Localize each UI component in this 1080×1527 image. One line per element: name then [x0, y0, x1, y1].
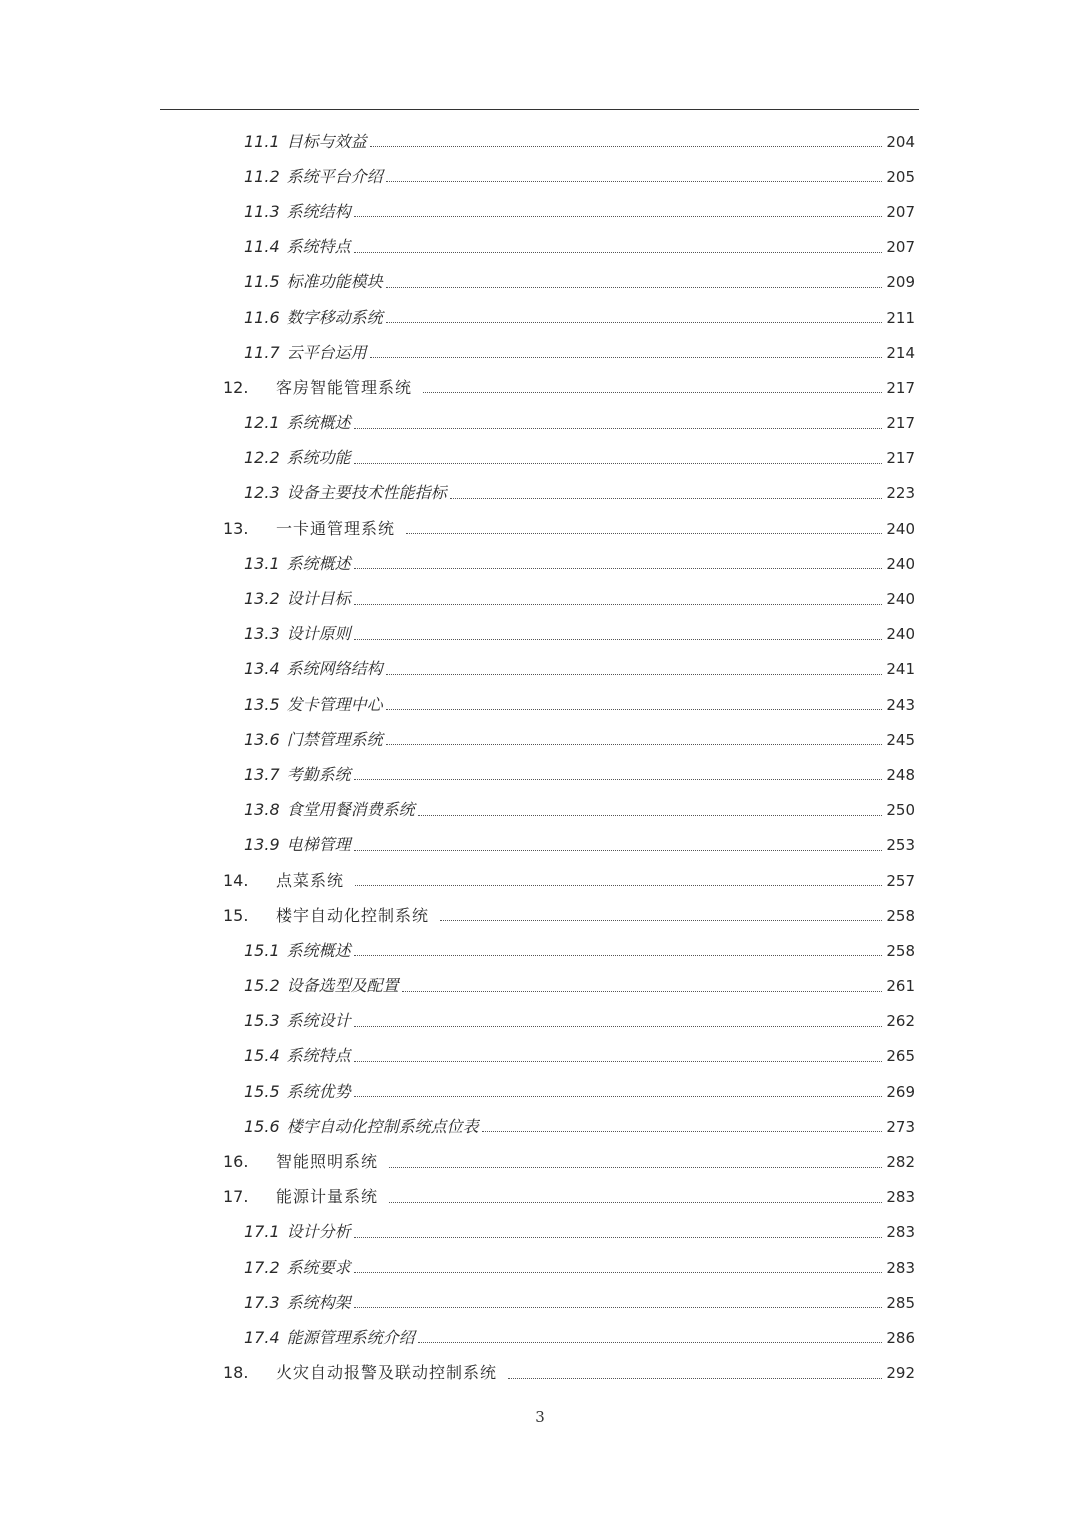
toc-section-entry[interactable]: [0, 757, 1080, 792]
toc-entry-page: 207: [886, 238, 915, 257]
toc-dot-leader: [354, 568, 882, 569]
toc-dot-leader: [386, 674, 882, 675]
toc-entry-number: 11.7: [244, 342, 280, 362]
toc-dot-leader: [402, 991, 882, 992]
toc-entry-number: 13.9: [244, 835, 280, 855]
toc-entry-title: 设计分析: [286, 1222, 351, 1242]
toc-entry-number: 12.3: [244, 483, 280, 503]
toc-section-entry[interactable]: [0, 546, 1080, 581]
toc-entry-title: 楼宇自动化控制系统点位表: [286, 1116, 479, 1136]
toc-entry-title: 一卡通管理系统: [276, 518, 396, 538]
toc-entry-title: 系统概述: [286, 553, 351, 573]
toc-entry-title: 系统功能: [286, 448, 351, 468]
toc-dot-leader: [355, 885, 882, 886]
toc-entry-page: 217: [886, 449, 915, 468]
toc-entry-number: 17.2: [244, 1257, 280, 1277]
toc-entry-number: 15.5: [244, 1081, 280, 1101]
toc-chapter-entry[interactable]: [0, 1144, 1080, 1179]
toc-dot-leader: [354, 955, 882, 956]
toc-section-entry[interactable]: [0, 476, 1080, 511]
toc-dot-leader: [386, 709, 882, 710]
toc-entry-number: 15.6: [244, 1116, 280, 1136]
toc-dot-leader: [386, 181, 882, 182]
toc-section-entry[interactable]: [0, 1250, 1080, 1285]
toc-entry-number: 11.3: [244, 201, 280, 221]
toc-dot-leader: [354, 779, 882, 780]
toc-section-entry[interactable]: [0, 335, 1080, 370]
toc-entry-number: 17.3: [244, 1292, 280, 1312]
toc-entry-number: 12.: [223, 377, 249, 397]
toc-dot-leader: [354, 1237, 882, 1238]
toc-entry-page: 205: [886, 167, 915, 186]
page-number: 3: [535, 1408, 545, 1426]
toc-entry-title: 考勤系统: [286, 764, 351, 784]
toc-entry-number: 14.: [223, 870, 249, 890]
toc-section-entry[interactable]: [0, 687, 1080, 722]
toc-dot-leader: [386, 744, 882, 745]
toc-section-entry[interactable]: [0, 828, 1080, 863]
toc-dot-leader: [386, 287, 882, 288]
toc-entry-number: 13.: [223, 518, 249, 538]
toc-entry-page: 282: [886, 1153, 915, 1172]
toc-dot-leader: [370, 357, 882, 358]
toc-entry-title: 系统结构: [286, 201, 351, 221]
toc-dot-leader: [406, 533, 882, 534]
toc-entry-number: 17.1: [244, 1222, 280, 1242]
toc-entry-title: 设计原则: [286, 624, 351, 644]
toc-entry-page: 240: [886, 590, 915, 609]
toc-dot-leader: [440, 920, 882, 921]
toc-entry-page: 248: [886, 765, 915, 784]
toc-entry-title: 设备主要技术性能指标: [286, 483, 447, 503]
toc-entry-number: 17.4: [244, 1327, 280, 1347]
toc-entry-title: 系统构架: [286, 1292, 351, 1312]
toc-entry-number: 11.4: [244, 237, 280, 257]
toc-dot-leader: [389, 1202, 882, 1203]
toc-entry-title: 食堂用餐消费系统: [286, 800, 415, 820]
toc-entry-number: 13.3: [244, 624, 280, 644]
toc-section-entry[interactable]: [0, 581, 1080, 616]
toc-chapter-entry[interactable]: [0, 1356, 1080, 1391]
toc-entry-title: 楼宇自动化控制系统: [276, 905, 430, 925]
toc-entry-page: 204: [886, 132, 915, 151]
toc-chapter-entry[interactable]: [0, 863, 1080, 898]
toc-entry-title: 系统概述: [286, 940, 351, 960]
toc-entry-page: 283: [886, 1188, 915, 1207]
toc-dot-leader: [354, 216, 882, 217]
toc-entry-page: 217: [886, 414, 915, 433]
toc-entry-number: 13.6: [244, 729, 280, 749]
toc-entry-number: 13.8: [244, 800, 280, 820]
toc-entry-page: 258: [886, 941, 915, 960]
toc-entry-page: 223: [886, 484, 915, 503]
toc-entry-title: 设备选型及配置: [286, 976, 399, 996]
toc-section-entry[interactable]: [0, 933, 1080, 968]
toc-entry-number: 15.4: [244, 1046, 280, 1066]
toc-section-entry[interactable]: [0, 159, 1080, 194]
toc-entry-page: 243: [886, 695, 915, 714]
toc-entry-title: 系统概述: [286, 413, 351, 433]
toc-section-entry[interactable]: [0, 1109, 1080, 1144]
toc-entry-title: 能源管理系统介绍: [286, 1327, 415, 1347]
toc-section-entry[interactable]: [0, 406, 1080, 441]
toc-section-entry[interactable]: [0, 265, 1080, 300]
toc-entry-page: 262: [886, 1012, 915, 1031]
toc-entry-number: 11.1: [244, 131, 280, 151]
toc-entry-page: 283: [886, 1258, 915, 1277]
toc-entry-title: 系统设计: [286, 1011, 351, 1031]
toc-entry-title: 电梯管理: [286, 835, 351, 855]
toc-chapter-entry[interactable]: [0, 511, 1080, 546]
toc-entry-title: 系统平台介绍: [286, 166, 383, 186]
toc-dot-leader: [354, 428, 882, 429]
toc-entry-number: 13.7: [244, 764, 280, 784]
toc-entry-page: 258: [886, 906, 915, 925]
toc-entry-page: 265: [886, 1047, 915, 1066]
toc-entry-page: 211: [886, 308, 915, 327]
toc-entry-title: 设计目标: [286, 589, 351, 609]
toc-entry-page: 240: [886, 519, 915, 538]
toc-entry-number: 11.6: [244, 307, 280, 327]
toc-chapter-entry[interactable]: [0, 370, 1080, 405]
toc-dot-leader: [386, 322, 882, 323]
toc-dot-leader: [450, 498, 882, 499]
toc-section-entry[interactable]: [0, 1320, 1080, 1355]
toc-entry-number: 13.2: [244, 589, 280, 609]
toc-entry-title: 系统网络结构: [286, 659, 383, 679]
toc-dot-leader: [354, 463, 882, 464]
toc-chapter-entry[interactable]: [0, 898, 1080, 933]
toc-entry-page: 241: [886, 660, 915, 679]
toc-section-entry[interactable]: [0, 1215, 1080, 1250]
toc-entry-title: 目标与效益: [286, 131, 367, 151]
toc-entry-page: 240: [886, 554, 915, 573]
toc-entry-number: 18.: [223, 1363, 249, 1383]
toc-entry-number: 15.: [223, 905, 249, 925]
toc-dot-leader: [508, 1378, 882, 1379]
toc-entry-number: 11.5: [244, 272, 280, 292]
toc-section-entry[interactable]: [0, 194, 1080, 229]
toc-entry-page: 253: [886, 836, 915, 855]
toc-entry-page: 269: [886, 1082, 915, 1101]
toc-entry-title: 云平台运用: [286, 342, 367, 362]
toc-entry-title: 点菜系统: [276, 870, 345, 890]
toc-dot-leader: [418, 1342, 882, 1343]
header-rule: [160, 109, 919, 110]
toc-section-entry[interactable]: [0, 1285, 1080, 1320]
toc-entry-number: 11.2: [244, 166, 280, 186]
toc-entry-title: 客房智能管理系统: [276, 377, 413, 397]
toc-section-entry[interactable]: [0, 441, 1080, 476]
toc-dot-leader: [354, 1272, 882, 1273]
toc-entry-page: 207: [886, 202, 915, 221]
toc-section-entry[interactable]: [0, 124, 1080, 159]
toc-entry-number: 13.5: [244, 694, 280, 714]
toc-dot-leader: [354, 1096, 882, 1097]
toc-entry-number: 15.1: [244, 940, 280, 960]
toc-entry-number: 16.: [223, 1152, 249, 1172]
toc-dot-leader: [482, 1131, 882, 1132]
toc-entry-title: 能源计量系统: [276, 1187, 379, 1207]
toc-section-entry[interactable]: [0, 969, 1080, 1004]
toc-entry-page: 214: [886, 343, 915, 362]
toc-entry-page: 245: [886, 730, 915, 749]
toc-chapter-entry[interactable]: [0, 1180, 1080, 1215]
toc-entry-number: 15.2: [244, 976, 280, 996]
toc-dot-leader: [354, 639, 882, 640]
toc-entry-page: 217: [886, 378, 915, 397]
toc-dot-leader: [354, 1307, 882, 1308]
toc-dot-leader: [354, 1026, 882, 1027]
toc-entry-title: 数字移动系统: [286, 307, 383, 327]
toc-section-entry[interactable]: [0, 230, 1080, 265]
toc-entry-number: 15.3: [244, 1011, 280, 1031]
toc-entry-title: 火灾自动报警及联动控制系统: [276, 1363, 498, 1383]
toc-dot-leader: [423, 392, 882, 393]
toc-entry-title: 标准功能模块: [286, 272, 383, 292]
toc-entry-page: 257: [886, 871, 915, 890]
toc-entry-title: 门禁管理系统: [286, 729, 383, 749]
toc-dot-leader: [354, 1061, 882, 1062]
toc-section-entry[interactable]: [0, 793, 1080, 828]
table-of-contents: [0, 124, 1080, 1391]
toc-entry-title: 发卡管理中心: [286, 694, 383, 714]
toc-section-entry[interactable]: [0, 722, 1080, 757]
toc-section-entry[interactable]: [0, 617, 1080, 652]
toc-entry-title: 系统特点: [286, 237, 351, 257]
toc-entry-title: 系统优势: [286, 1081, 351, 1101]
toc-dot-leader: [389, 1167, 882, 1168]
toc-entry-number: 17.: [223, 1187, 249, 1207]
toc-entry-number: 13.1: [244, 553, 280, 573]
toc-entry-page: 240: [886, 625, 915, 644]
toc-dot-leader: [418, 815, 882, 816]
toc-entry-page: 273: [886, 1117, 915, 1136]
toc-entry-page: 250: [886, 801, 915, 820]
toc-entry-page: 209: [886, 273, 915, 292]
toc-entry-title: 系统要求: [286, 1257, 351, 1277]
toc-section-entry[interactable]: [0, 652, 1080, 687]
toc-entry-number: 13.4: [244, 659, 280, 679]
toc-entry-title: 系统特点: [286, 1046, 351, 1066]
toc-entry-page: 286: [886, 1328, 915, 1347]
toc-section-entry[interactable]: [0, 300, 1080, 335]
toc-entry-number: 12.2: [244, 448, 280, 468]
toc-section-entry[interactable]: [0, 1039, 1080, 1074]
toc-entry-title: 智能照明系统: [276, 1152, 379, 1172]
toc-entry-number: 12.1: [244, 413, 280, 433]
toc-section-entry[interactable]: [0, 1004, 1080, 1039]
toc-entry-page: 261: [886, 977, 915, 996]
toc-entry-page: 285: [886, 1293, 915, 1312]
toc-dot-leader: [354, 850, 882, 851]
toc-dot-leader: [354, 252, 882, 253]
toc-dot-leader: [370, 146, 882, 147]
toc-entry-page: 292: [886, 1364, 915, 1383]
toc-dot-leader: [354, 604, 882, 605]
toc-section-entry[interactable]: [0, 1074, 1080, 1109]
toc-entry-page: 283: [886, 1223, 915, 1242]
